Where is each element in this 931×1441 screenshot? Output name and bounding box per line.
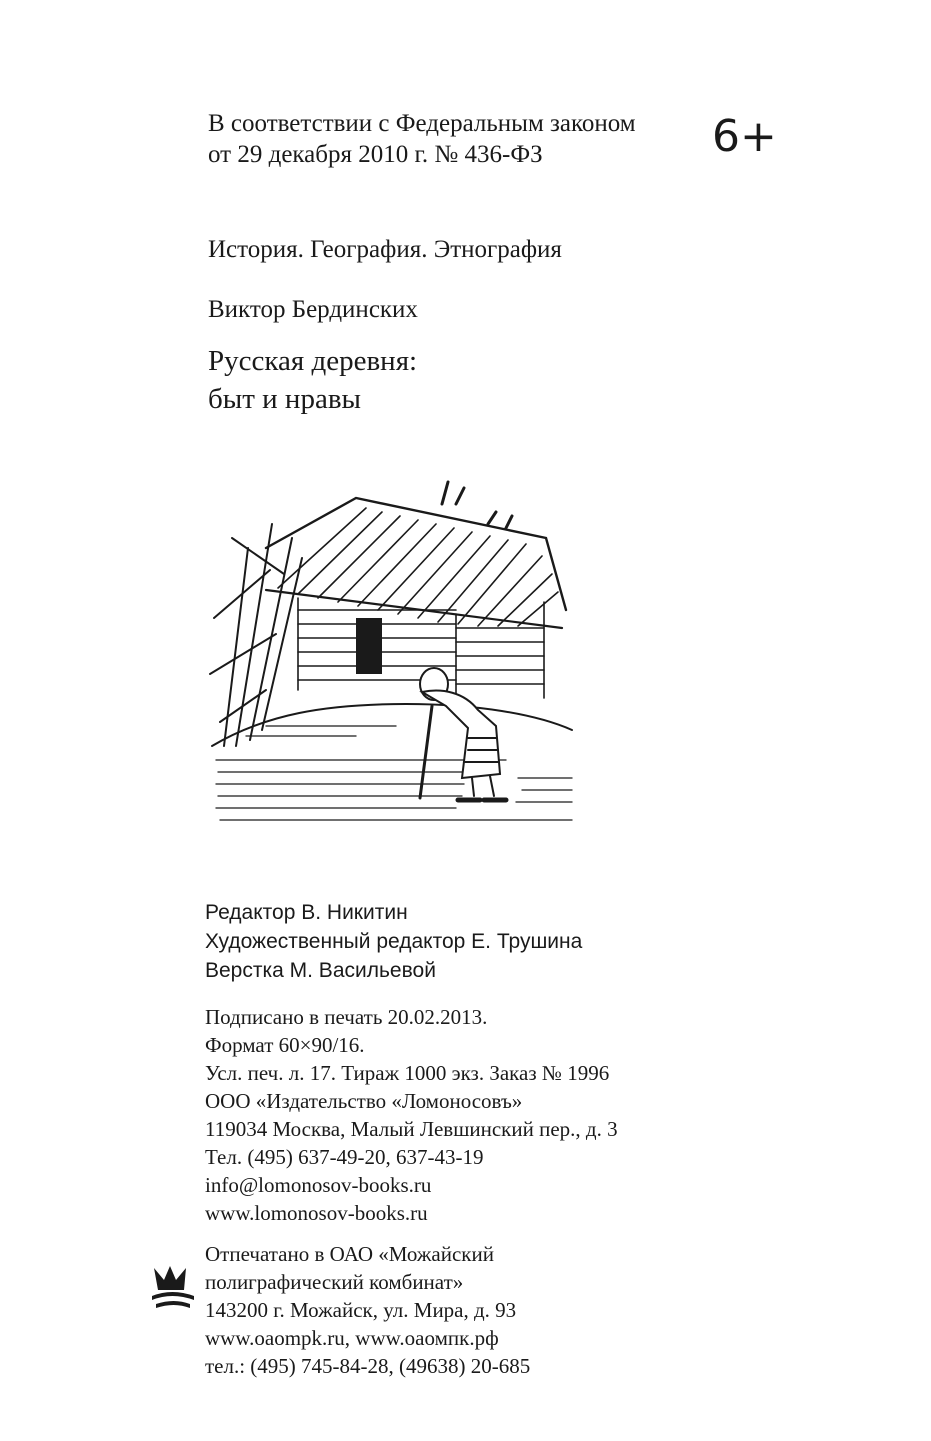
law-notice-line1: В соответствии с Федеральным законом (208, 110, 636, 137)
publisher-phone: Тел. (495) 637-49-20, 637-43-19 (205, 1145, 484, 1169)
printer-websites: www.oaompk.ru, www.оаомпк.рф (205, 1326, 499, 1350)
editor-credit: Редактор В. Никитин (205, 901, 408, 924)
village-hut-with-old-woman-illustration (206, 478, 576, 830)
imprint-block (205, 1003, 618, 1227)
publisher-website: www.lomonosov-books.ru (205, 1201, 428, 1225)
publisher-address: 119034 Москва, Малый Левшинский пер., д. 3 (205, 1117, 618, 1141)
printer-line1: Отпечатано в ОАО «Можайский (205, 1242, 494, 1266)
printer-phone: тел.: (495) 745-84-28, (49638) 20-685 (205, 1354, 531, 1378)
signed-date: Подписано в печать 20.02.2013. (205, 1005, 488, 1029)
paper-format: Формат 60×90/16. (205, 1033, 365, 1057)
printer-address: 143200 г. Можайск, ул. Мира, д. 93 (205, 1298, 517, 1322)
credits-block (205, 898, 582, 985)
printer-block (205, 1240, 530, 1380)
law-notice (208, 108, 636, 170)
age-rating: 6+ (712, 111, 777, 162)
publisher-name: ООО «Издательство «Ломоносовъ» (205, 1089, 523, 1113)
author-name: Виктор Бердинских (208, 296, 418, 323)
book-title (208, 342, 417, 418)
book-title-line1: Русская деревня: (208, 345, 418, 377)
law-notice-line2: от 29 декабря 2010 г. № 436-ФЗ (208, 141, 543, 168)
layout-credit: Верстка М. Васильевой (205, 959, 436, 982)
print-run: Усл. печ. л. 17. Тираж 1000 экз. Заказ № 1996 (205, 1061, 610, 1085)
art-editor-credit: Художественный редактор Е. Трушина (205, 930, 583, 953)
book-title-line2: быт и нравы (208, 383, 362, 415)
publisher-email: info@lomonosov-books.ru (205, 1173, 432, 1197)
series-title: История. География. Этнография (208, 236, 562, 263)
printing-plant-logo-icon (150, 1262, 196, 1312)
printer-line2: полиграфический комбинат» (205, 1270, 464, 1294)
